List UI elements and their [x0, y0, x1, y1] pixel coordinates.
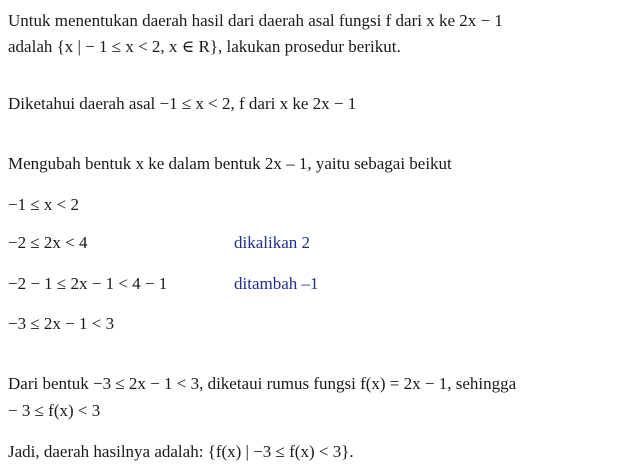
step-expression: −2 − 1 ≤ 2x − 1 < 4 − 1 — [8, 274, 168, 293]
from-form-line-1: Dari bentuk −3 ≤ 2x − 1 < 3, diketaui rumus fungsi f(x) = 2x − 1, sehingga — [8, 374, 517, 393]
step-note: dikalikan 2 — [234, 233, 311, 252]
intro-line-2: adalah {x | − 1 ≤ x < 2, x ∈ R}, lakukan prosedur berikut. — [8, 37, 401, 56]
step-note: ditambah –1 — [234, 274, 319, 293]
step-expression: −3 ≤ 2x − 1 < 3 — [8, 314, 115, 333]
intro-line-1: Untuk menentukan daerah hasil dari daerah asal fungsi f dari x ke 2x − 1 — [8, 11, 503, 30]
conclusion: Jadi, daerah hasilnya adalah: {f(x) | −3 ≤ f(x) < 3}. — [8, 442, 354, 461]
step-expression: −2 ≤ 2x < 4 — [8, 233, 88, 252]
transform-intro: Mengubah bentuk x ke dalam bentuk 2x – 1, yaitu sebagai beikut — [8, 154, 452, 173]
from-form-line-2: − 3 ≤ f(x) < 3 — [8, 401, 101, 420]
given-statement: Diketahui daerah asal −1 ≤ x < 2, f dari x ke 2x − 1 — [8, 94, 357, 113]
step-expression: −1 ≤ x < 2 — [8, 195, 80, 214]
